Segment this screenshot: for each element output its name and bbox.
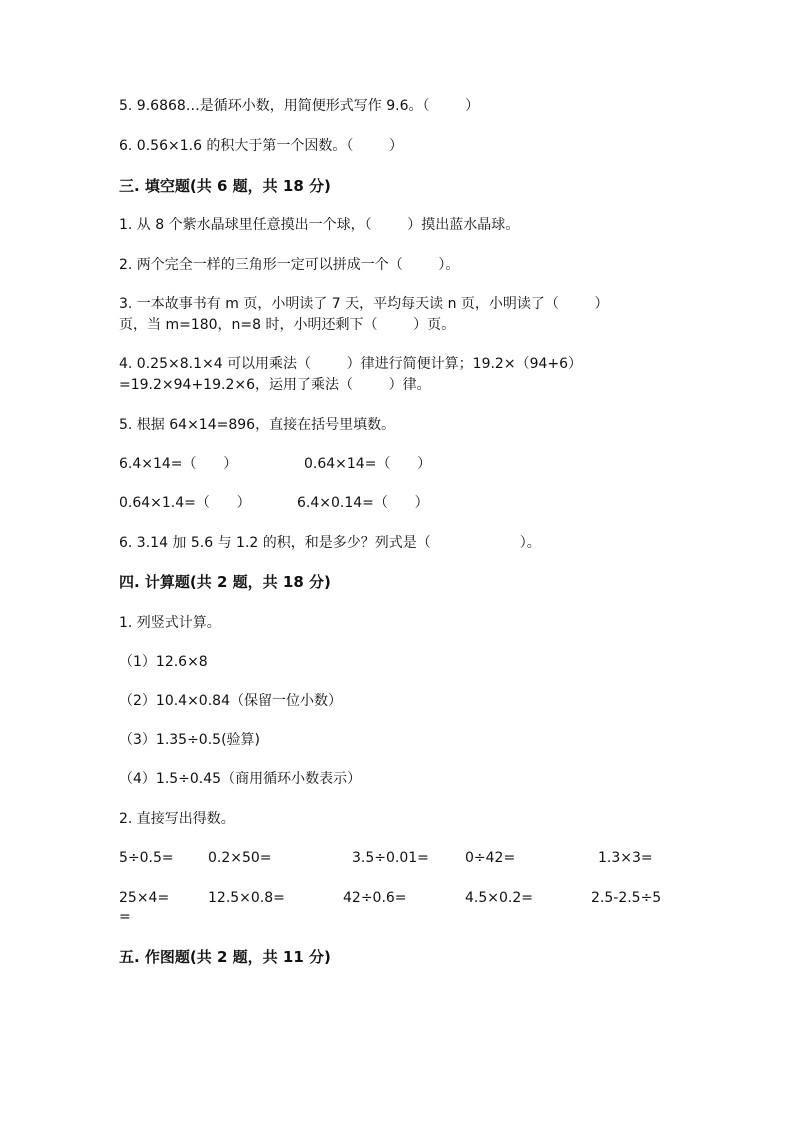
calc-item-3: （3）1.35÷0.5(验算) [119,732,260,748]
oral-calc-item: 1.3×3= [598,850,653,866]
judge-question-6: 6. 0.56×1.6 的积大于第一个因数。（ ） [119,138,404,154]
fill-5-item: 6.4×0.14=（ ） [297,495,429,511]
oral-calc-item: 0.2×50= [208,850,272,866]
fill-question-4-line-2: =19.2×94+19.2×6，运用了乘法（ ）律。 [119,377,431,393]
fill-question-5: 5. 根据 64×14=896，直接在括号里填数。 [119,417,396,433]
oral-calc-item: 2.5-2.5÷5 [591,890,662,906]
fill-question-4-line-1: 4. 0.25×8.1×4 可以用乘法（ ）律进行简便计算；19.2×（94+6） [119,356,583,372]
calc-question-2: 2. 直接写出得数。 [119,811,235,827]
fill-question-3-line-1: 3. 一本故事书有 m 页，小明读了 7 天，平均每天读 n 页，小明读了（ ） [119,296,609,312]
fill-question-6: 6. 3.14 加 5.6 与 1.2 的积，和是多少？列式是（ ）。 [119,535,541,551]
section-heading-calc: 四. 计算题(共 2 题，共 18 分) [119,573,331,591]
fill-question-3-line-2: 页，当 m=180，n=8 时，小明还剩下（ ）页。 [119,317,456,333]
oral-calc-item: 4.5×0.2= [465,890,533,906]
section-heading-drawing: 五. 作图题(共 2 题，共 11 分) [119,948,331,966]
judge-question-5: 5. 9.6868…是循环小数，用简便形式写作 9.6。（ ） [119,98,480,114]
oral-calc-item: 25×4= [119,890,170,906]
oral-calc-item: 12.5×0.8= [208,890,285,906]
fill-5-item: 0.64×1.4=（ ） [119,495,251,511]
oral-calc-item: 3.5÷0.01= [352,850,429,866]
calc-item-2: （2）10.4×0.84（保留一位小数） [119,693,342,709]
calc-item-4: （4）1.5÷0.45（商用循环小数表示） [119,771,362,787]
oral-calc-item: 5÷0.5= [119,850,174,866]
calc-item-1: （1）12.6×8 [119,654,208,670]
fill-question-1: 1. 从 8 个紫水晶球里任意摸出一个球，（ ）摸出蓝水晶球。 [119,217,520,233]
fill-question-2: 2. 两个完全一样的三角形一定可以拼成一个（ ）。 [119,257,460,273]
calc-question-1: 1. 列竖式计算。 [119,615,221,631]
oral-calc-item: 42÷0.6= [343,890,407,906]
fill-5-item: 0.64×14=（ ） [304,456,432,472]
oral-calc-item-wrap: = [119,909,131,925]
section-heading-fill: 三. 填空题(共 6 题，共 18 分) [119,177,331,195]
fill-5-item: 6.4×14=（ ） [119,456,238,472]
oral-calc-item: 0÷42= [465,850,516,866]
